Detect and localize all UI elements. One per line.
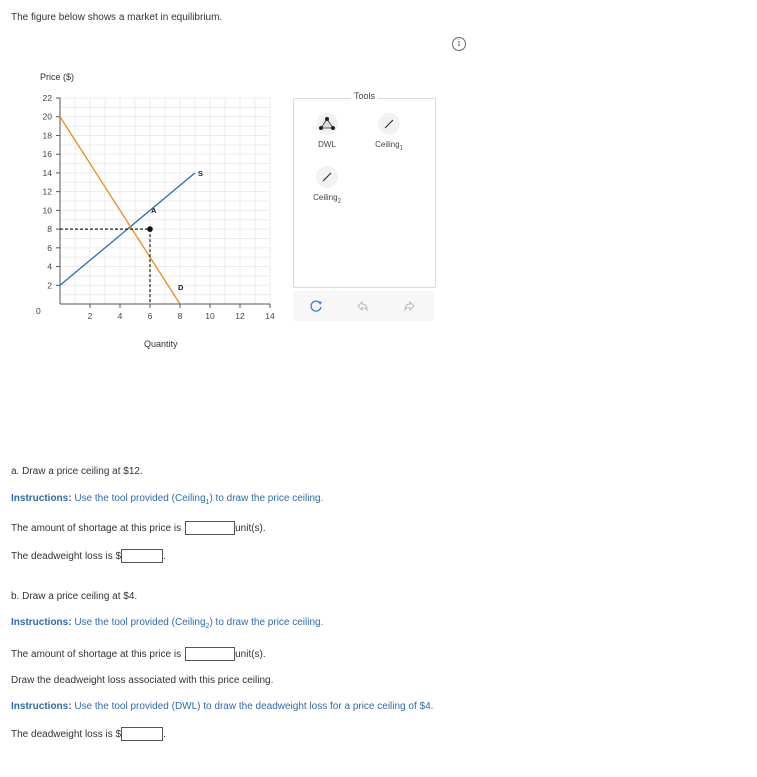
- y-tick-label: 10: [42, 205, 52, 216]
- part-b-shortage-unit: unit(s).: [235, 648, 266, 660]
- x-tick-label: 2: [87, 311, 93, 321]
- y-tick-label: 8: [47, 224, 52, 235]
- part-b-dwl-instructions: [11, 701, 433, 712]
- dwl-tool-label: DWL: [318, 140, 336, 149]
- tools-title: Tools: [294, 91, 435, 101]
- ceiling1-tool-label: Ceiling: [375, 140, 400, 149]
- undo-icon[interactable]: [355, 299, 369, 313]
- part-a-heading: a. Draw a price ceiling at $12.: [11, 466, 143, 477]
- x-tick-label: 4: [117, 311, 123, 321]
- triangle-points-icon: [316, 113, 338, 135]
- part-a-dwl-row: [11, 549, 166, 563]
- part-b-instr2-text: Use the tool provided (DWL) to draw the deadweight loss for a price ceiling of $4.: [71, 701, 434, 712]
- x-tick-label: 14: [265, 311, 275, 321]
- origin-label: 0: [36, 306, 41, 316]
- part-b-instr-text1: Use the tool provided (Ceiling: [71, 617, 206, 628]
- tool-actions-bar: [293, 291, 434, 321]
- y-tick-label: 6: [47, 242, 52, 253]
- part-b-instr-label: Instructions:: [11, 617, 72, 628]
- part-a-shortage-row: [11, 521, 266, 535]
- x-tick-label: 10: [205, 311, 215, 321]
- equilibrium-label: A: [151, 206, 157, 216]
- y-tick-label: 20: [42, 111, 52, 122]
- part-b-heading: b. Draw a price ceiling at $4.: [11, 591, 138, 602]
- series-label-s: S: [198, 168, 204, 178]
- series-label-d: D: [178, 283, 184, 292]
- part-a-instructions: [11, 493, 323, 506]
- x-axis-label: Quantity: [144, 339, 178, 349]
- equilibrium-point: [147, 226, 153, 232]
- part-b-shortage-input[interactable]: [185, 647, 235, 661]
- y-tick-label: 22: [42, 93, 52, 103]
- part-a-instr-label: Instructions:: [11, 493, 72, 504]
- redo-icon[interactable]: [403, 299, 417, 313]
- part-b-draw-dwl: Draw the deadweight loss associated with this price ceiling.: [11, 675, 274, 686]
- market-chart: [0, 0, 290, 360]
- x-tick-label: 12: [235, 311, 245, 321]
- line-tool-icon: [316, 166, 338, 188]
- dwl-tool[interactable]: [297, 113, 357, 149]
- y-tick-label: 16: [42, 149, 52, 160]
- part-a-dwl-input[interactable]: [121, 549, 163, 563]
- part-b-dwl-label: The deadweight loss is $: [11, 728, 122, 740]
- line-tool-icon: [378, 113, 400, 135]
- part-b-dwl-input[interactable]: [121, 727, 163, 741]
- reset-icon[interactable]: [309, 299, 323, 313]
- ceiling1-sub: 1: [399, 145, 403, 152]
- y-tick-label: 12: [42, 186, 52, 197]
- part-b-shortage-label: The amount of shortage at this price is: [11, 648, 182, 660]
- part-a-instr-text2: ) to draw the price ceiling.: [209, 493, 324, 504]
- ceiling2-sub: 2: [337, 198, 341, 205]
- part-b-instr-text2: ) to draw the price ceiling.: [209, 617, 324, 628]
- part-b-dwl-end: .: [163, 728, 166, 740]
- part-b-instr2-label: Instructions:: [11, 701, 72, 712]
- y-tick-label: 2: [47, 280, 52, 291]
- part-a-dwl-label: The deadweight loss is $: [11, 550, 122, 562]
- y-axis-label: Price ($): [40, 72, 75, 82]
- part-a-shortage-input[interactable]: [185, 521, 235, 535]
- part-a-dwl-end: .: [163, 550, 166, 562]
- part-b-shortage-row: [11, 647, 266, 661]
- x-tick-label: 6: [147, 311, 153, 321]
- part-a-instr-text1: Use the tool provided (Ceiling: [71, 493, 206, 504]
- ceiling2-tool-label: Ceiling: [313, 193, 338, 202]
- part-b-instr-sub: 2: [205, 623, 210, 630]
- info-icon[interactable]: i: [452, 37, 466, 51]
- y-tick-label: 4: [47, 261, 52, 272]
- part-b-instructions: [11, 617, 323, 630]
- y-tick-label: 14: [42, 167, 52, 178]
- chart-grid: [60, 98, 270, 304]
- part-a-shortage-unit: unit(s).: [235, 522, 266, 534]
- intro-text: The figure below shows a market in equilibrium.: [11, 12, 223, 23]
- y-tick-label: 18: [42, 130, 52, 141]
- tools-panel: [293, 91, 436, 288]
- part-a-instr-sub: 1: [205, 499, 210, 506]
- ceiling1-tool[interactable]: [359, 113, 419, 152]
- part-a-shortage-label: The amount of shortage at this price is: [11, 522, 182, 534]
- part-b-dwl-row: [11, 727, 166, 741]
- ceiling2-tool[interactable]: [297, 166, 357, 205]
- x-tick-label: 8: [177, 311, 183, 321]
